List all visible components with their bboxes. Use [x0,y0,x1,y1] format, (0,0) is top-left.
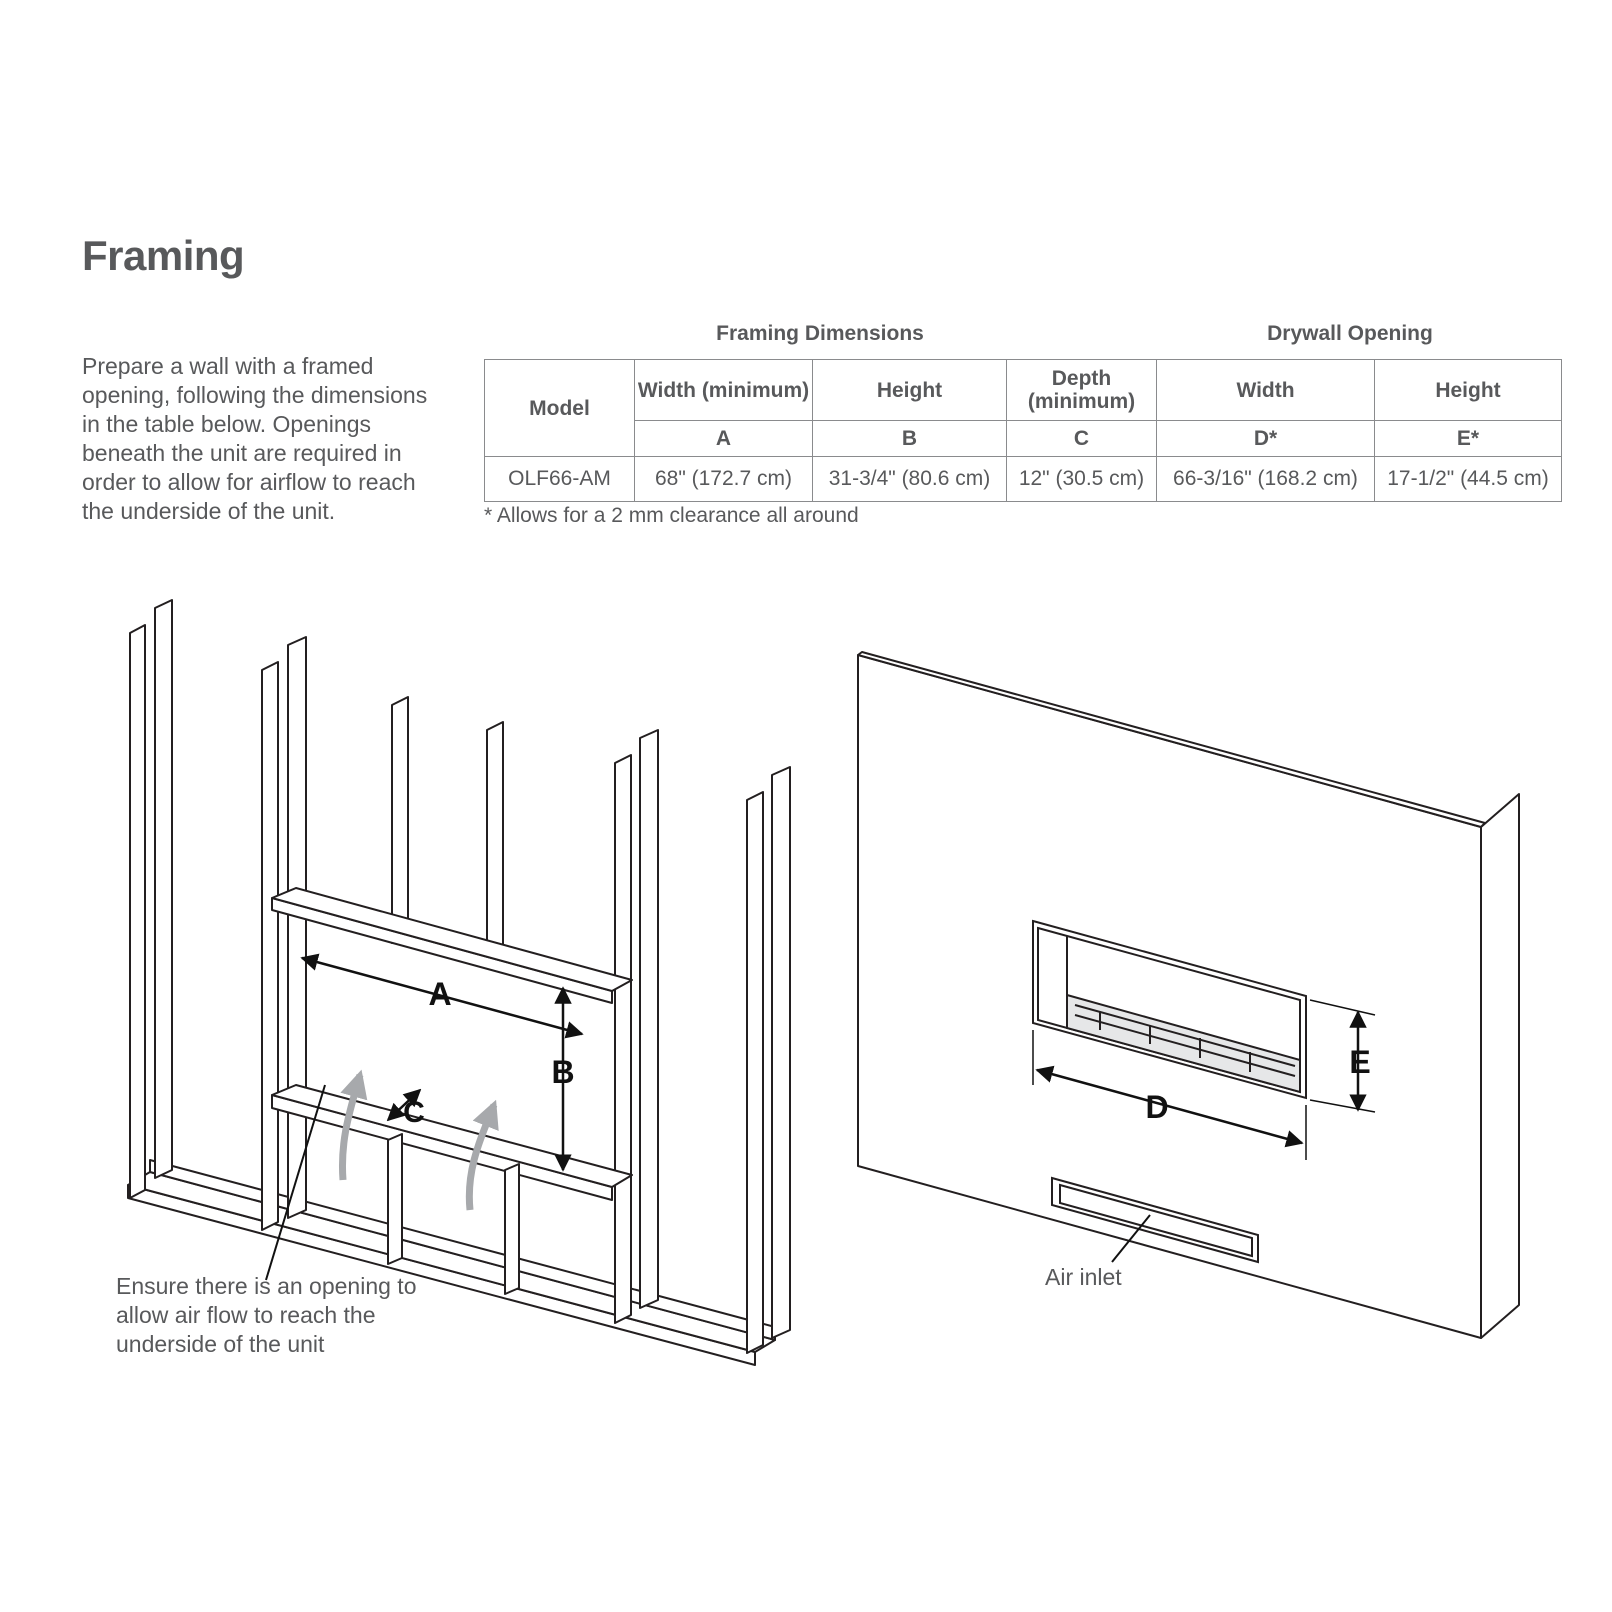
letter-b: B [813,421,1007,457]
cell-height-b: 31-3/4" (80.6 cm) [813,457,1007,502]
letter-a: A [635,421,813,457]
header-model: Model [485,360,635,457]
cell-depth-c: 12" (30.5 cm) [1007,457,1157,502]
label-e: E [1349,1044,1371,1080]
intro-text: Prepare a wall with a framed opening, following the dimensions in the table below. Openings beneath the unit are required in order to allow for airflow to reach the underside of the unit. [82,353,428,524]
air-inlet-label: Air inlet [1045,1264,1122,1290]
stud-frame [128,600,790,1365]
cell-width-d: 66-3/16" (168.2 cm) [1157,457,1375,502]
letter-d: D* [1157,421,1375,457]
header-height: Height [813,360,1007,421]
group-header-framing: Framing Dimensions [716,322,924,345]
label-b: B [551,1054,575,1090]
header-depth-min: Depth (minimum) [1007,360,1157,421]
letter-e: E* [1375,421,1562,457]
cell-height-e: 17-1/2" (44.5 cm) [1375,457,1562,502]
group-header-drywall: Drywall Opening [1267,322,1433,345]
header-drywall-width: Width [1157,360,1375,421]
label-d: D [1145,1089,1169,1125]
letter-c: C [1007,421,1157,457]
label-c: C [403,1096,425,1129]
label-a: A [428,976,452,1012]
cell-model: OLF66-AM [485,457,635,502]
airflow-note: Ensure there is an opening to allow air flow to reach the underside of the unit [116,1273,417,1357]
table-footnote: * Allows for a 2 mm clearance all around [484,504,859,527]
header-drywall-height: Height [1375,360,1562,421]
header-width-min: Width (minimum) [635,360,813,421]
page-title: Framing [82,232,245,279]
cell-width-a: 68" (172.7 cm) [635,457,813,502]
